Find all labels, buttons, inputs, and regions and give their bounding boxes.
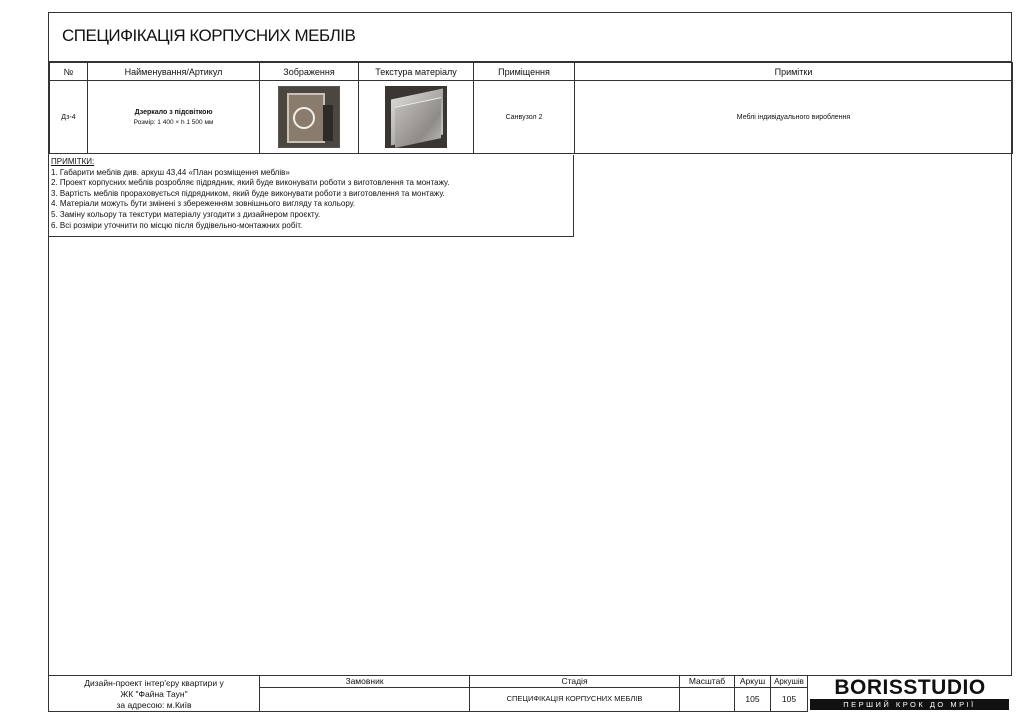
item-code: Дз-4 — [50, 81, 88, 154]
page-title: СПЕЦИФІКАЦІЯ КОРПУСНИХ МЕБЛІВ — [62, 26, 356, 45]
customer-label: Замовник — [345, 676, 384, 686]
header-image: Зображення — [260, 63, 359, 81]
header-num: № — [50, 63, 88, 81]
notes-title: ПРИМІТКИ: — [51, 157, 95, 166]
sheet-cell — [734, 676, 770, 712]
drawing-sheet — [48, 12, 1012, 712]
item-size: Розмір: 1 400 × h 1 500 мм — [133, 118, 214, 126]
header-room: Приміщення — [474, 63, 575, 81]
logo-name: BORISSTUDIO — [834, 676, 986, 699]
project-line-1: Дизайн-проект інтер'єру квартири у — [84, 678, 224, 688]
project-line-2: ЖК "Файна Таун" — [120, 689, 188, 699]
studio-logo — [807, 676, 1012, 712]
header-notes: Примітки — [575, 63, 1013, 81]
mirror-image — [278, 86, 340, 148]
texture-image — [385, 86, 447, 148]
note-line: 2. Проект корпусних меблів розробляє підрядник, який буде виконувати роботи з виготовлення та монтажу. — [51, 178, 450, 188]
title-bar — [49, 13, 1011, 62]
sheets-value: 105 — [781, 694, 797, 704]
item-name: Дзеркало з підсвіткою — [134, 108, 213, 116]
header-name: Найменування/Артикул — [88, 63, 260, 81]
notes-box — [49, 155, 574, 237]
item-texture-cell — [359, 81, 474, 154]
scale-cell — [679, 676, 734, 712]
table-header-row — [50, 63, 1013, 81]
sheet-value: 105 — [745, 694, 760, 704]
stage-cell — [469, 676, 679, 712]
table-row — [50, 81, 1013, 154]
project-info — [49, 676, 259, 712]
project-line-3: за адресою: м.Київ — [116, 700, 192, 710]
scale-label: Масштаб — [688, 676, 726, 686]
sheet-label: Аркуш — [739, 676, 766, 686]
item-name-cell — [88, 81, 260, 154]
customer-cell — [259, 676, 469, 712]
logo-tagline: ПЕРШИЙ КРОК ДО МРІЇ — [810, 699, 1009, 710]
item-image-cell — [260, 81, 359, 154]
item-room: Санвузол 2 — [474, 81, 575, 154]
item-note: Меблі індивідуального вироблення — [575, 81, 1013, 154]
note-line: 5. Заміну кольору та текстури матеріалу узгодити з дизайнером проєкту. — [51, 209, 321, 219]
title-block — [49, 675, 1012, 712]
sheets-label: Аркушів — [774, 677, 804, 686]
note-line: 6. Всі розміри уточнити по місцю після будівельно-монтажних робіт. — [51, 220, 303, 230]
header-texture: Текстура матеріалу — [359, 63, 474, 81]
sheets-cell — [770, 676, 807, 712]
spec-table — [49, 62, 1013, 154]
stage-value: СПЕЦИФІКАЦІЯ КОРПУСНИХ МЕБЛІВ — [506, 694, 643, 703]
stage-label: Стадія — [561, 676, 588, 686]
note-line: 3. Вартість меблів прораховується підрядником, який буде виконувати роботи з виготовлення та монтажу. — [51, 188, 445, 198]
note-line: 1. Габарити меблів див. аркуш 43,44 «План розміщення меблів» — [51, 167, 290, 177]
note-line: 4. Матеріали можуть бути змінені з збереженням зовнішнього вигляду та кольору. — [51, 199, 356, 209]
